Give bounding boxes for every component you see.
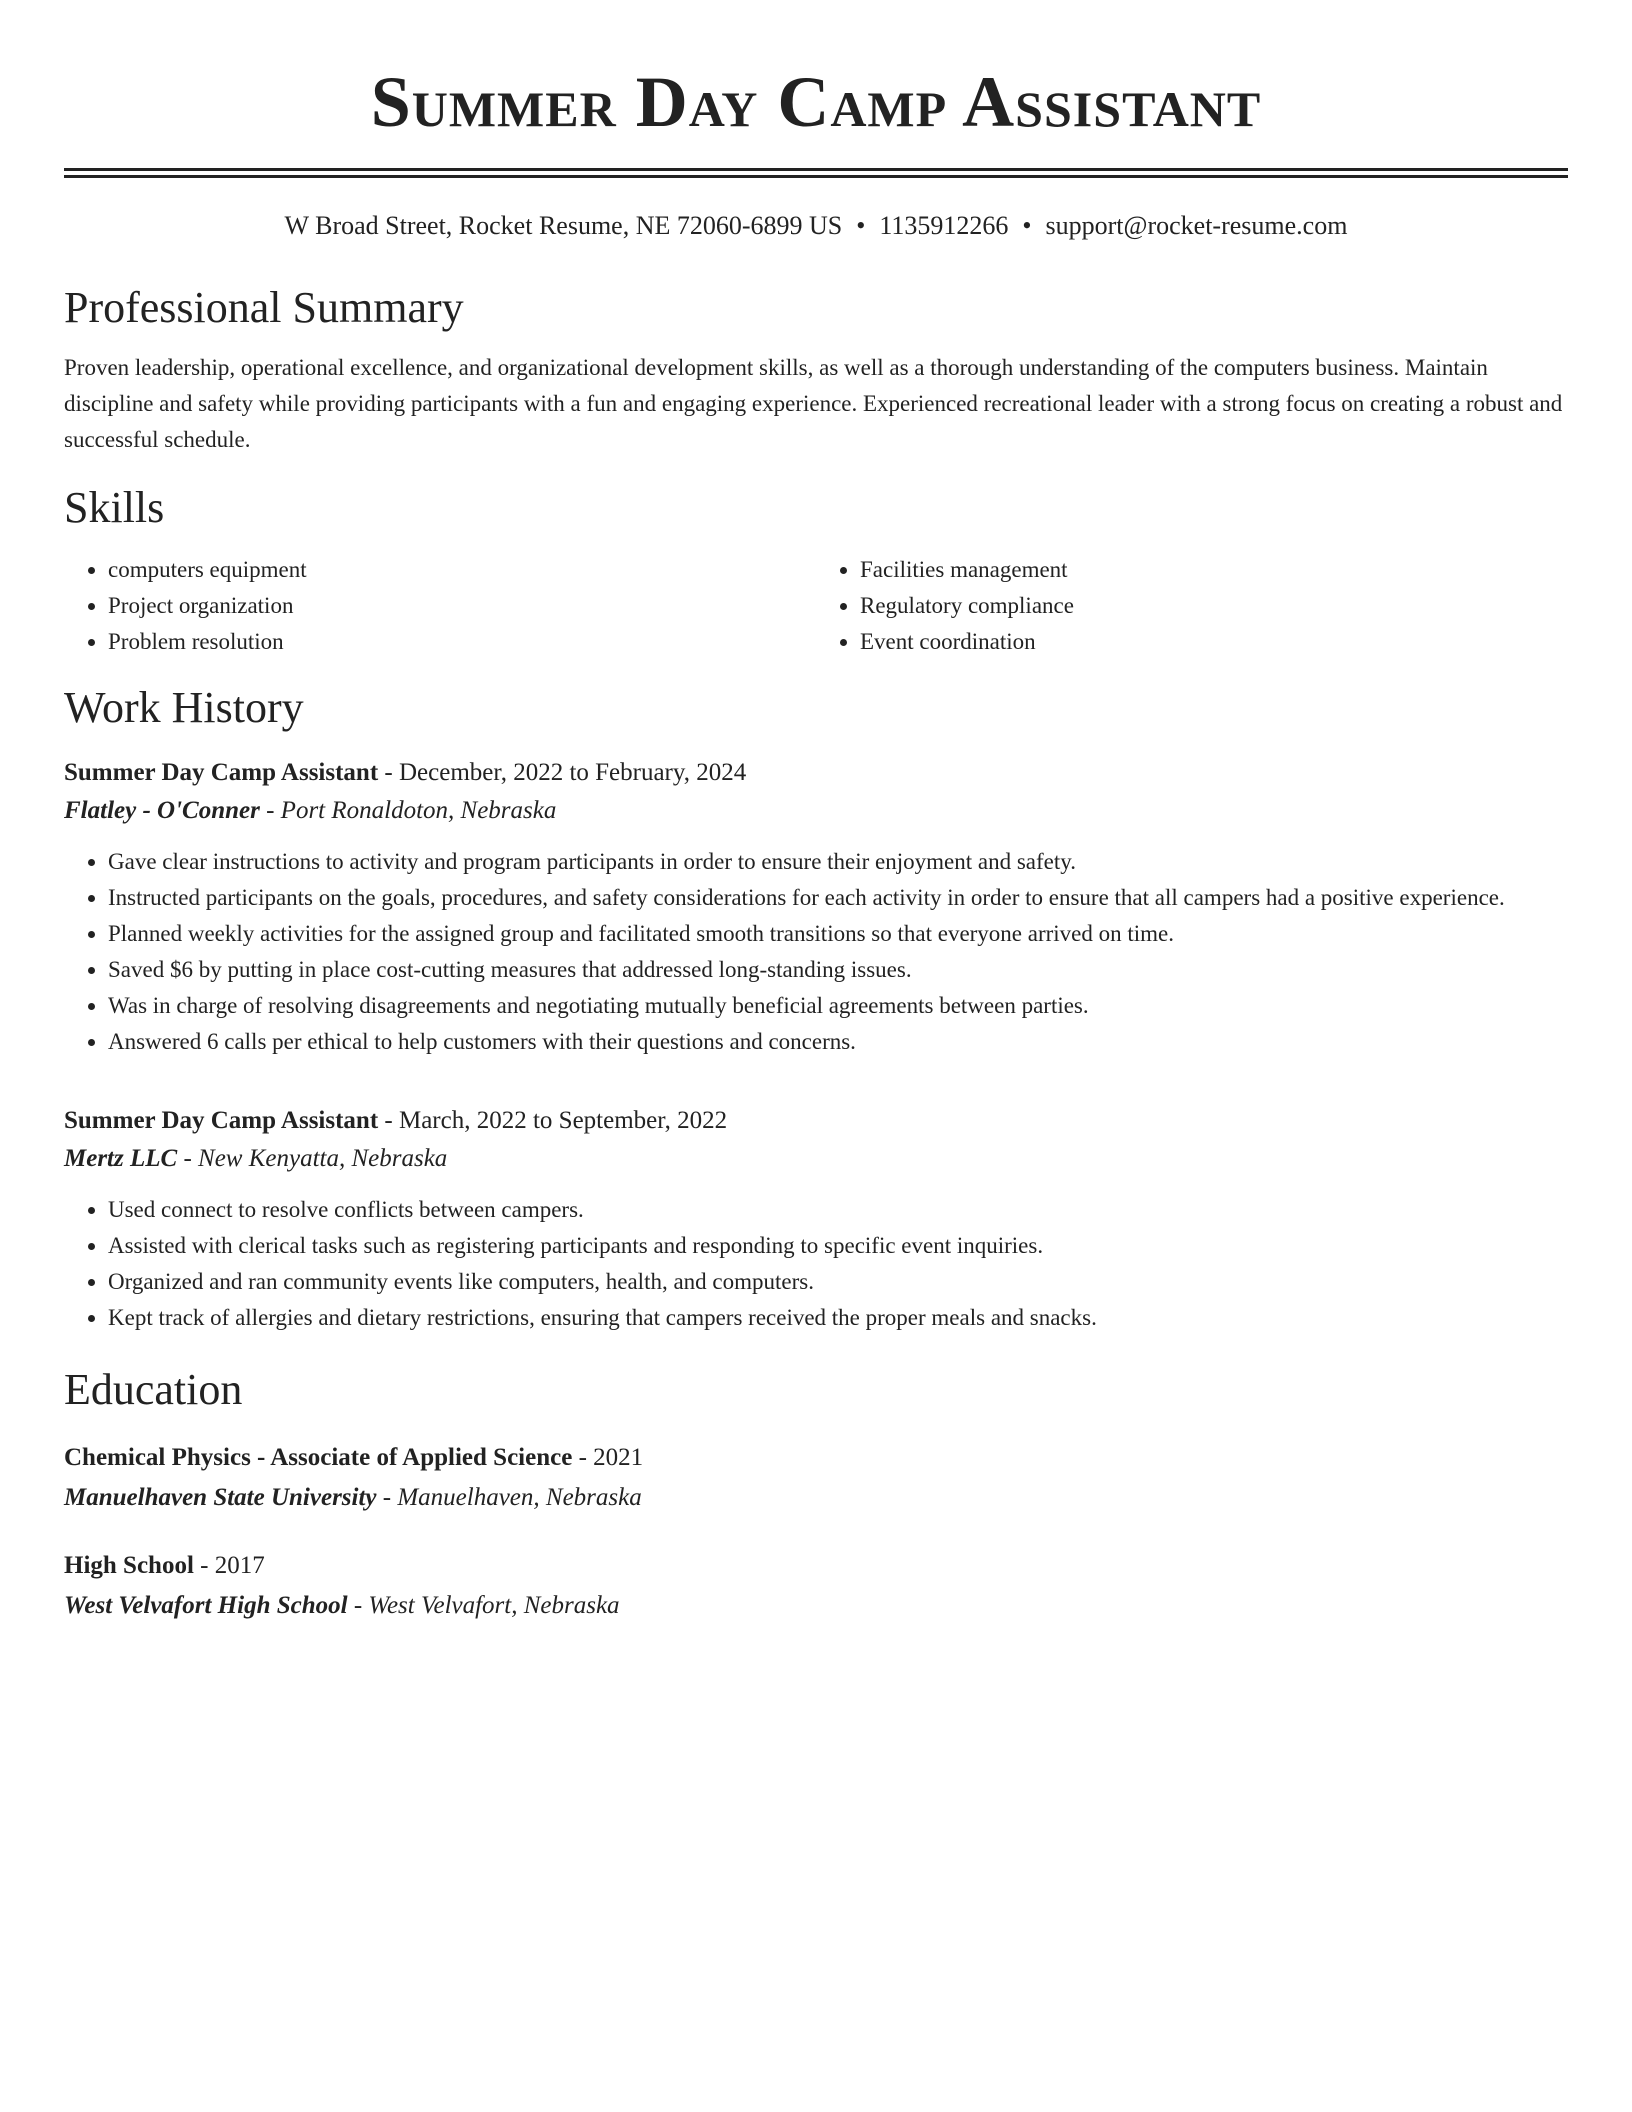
skill-item: • Facilities management [860, 552, 1568, 588]
job-dates: - December, 2022 to February, 2024 [378, 759, 747, 786]
education-location: - Manuelhaven, Nebraska [376, 1484, 642, 1511]
skill-item: • Regulatory compliance [860, 588, 1568, 624]
contact-separator: • [1022, 211, 1032, 240]
education-school: Manuelhaven State University [64, 1484, 377, 1511]
resume-name: Summer Day Camp Assistant [370, 62, 1262, 142]
education-entry [64, 1438, 1568, 1518]
job-entry [64, 754, 1568, 1060]
skills-column-right [816, 552, 1568, 660]
job-bullet: • Planned weekly activities for the assigned group and facilitated smooth transitions so that everyone arrived on time. [108, 916, 1568, 952]
job-bullet: • Organized and ran community events like computers, health, and computers. [108, 1264, 1568, 1300]
job-bullet: • Was in charge of resolving disagreements and negotiating mutually beneficial agreements between parties. [108, 988, 1568, 1024]
job-dates: - March, 2022 to September, 2022 [378, 1107, 728, 1134]
education-header [64, 1438, 1568, 1478]
education-header [64, 1546, 1568, 1586]
education-school: West Velvafort High School [64, 1592, 348, 1619]
skill-item: • Project organization [108, 588, 816, 624]
education-heading: Education [64, 1365, 243, 1414]
education-degree: Chemical Physics - Associate of Applied Science [64, 1444, 573, 1471]
job-bullet: • Gave clear instructions to activity and program participants in order to ensure their enjoyment and safety. [108, 844, 1568, 880]
job-bullet: • Used connect to resolve conflicts between campers. [108, 1192, 1568, 1228]
education-year: - 2021 [572, 1444, 644, 1471]
job-bullet: • Saved $6 by putting in place cost-cutting measures that addressed long-standing issues. [108, 952, 1568, 988]
job-entry [64, 1102, 1568, 1336]
skills-column-left [64, 552, 816, 660]
skills-list [64, 552, 1568, 660]
work-history-heading: Work History [64, 683, 304, 732]
skill-item: • Event coordination [860, 624, 1568, 660]
skill-item: • computers equipment [108, 552, 816, 588]
job-bullet: • Kept track of allergies and dietary restrictions, ensuring that campers received the proper meals and snacks. [108, 1300, 1568, 1336]
summary-text: Proven leadership, operational excellence, and organizational development skills, as well as a thorough understanding of the computers business. Maintain discipline and safety while providing participants with a fun and engaging experience. Experienced recreational leader with a strong focus on creating a robust and successful schedule. [64, 355, 1563, 452]
job-bullet: • Instructed participants on the goals, procedures, and safety considerations for each activity in order to ensure that all campers had a positive experience. [108, 880, 1568, 916]
education-year: - 2017 [193, 1552, 265, 1579]
job-company-line [64, 1140, 1568, 1178]
education-school-line [64, 1586, 1568, 1626]
header-double-rule [64, 168, 1568, 178]
job-location: - Port Ronaldoton, Nebraska [259, 797, 557, 824]
education-school-line [64, 1478, 1568, 1518]
job-role: Summer Day Camp Assistant [64, 759, 379, 786]
job-bullet: • Answered 6 calls per ethical to help customers with their questions and concerns. [108, 1024, 1568, 1060]
skill-item: • Problem resolution [108, 624, 816, 660]
job-header [64, 1102, 1568, 1140]
contact-address: W Broad Street, Rocket Resume, NE 72060-6899 US [284, 211, 843, 240]
contact-phone: 1135912266 [879, 211, 1009, 240]
job-company: Flatley - O'Conner [64, 797, 260, 824]
education-degree: High School [64, 1552, 194, 1579]
skills-heading: Skills [64, 483, 165, 532]
education-location: - West Velvafort, Nebraska [347, 1592, 620, 1619]
job-header [64, 754, 1568, 792]
contact-email: support@rocket-resume.com [1045, 211, 1348, 240]
job-company-line [64, 792, 1568, 830]
job-bullets [64, 844, 1568, 1060]
job-bullet: • Assisted with clerical tasks such as registering participants and responding to specific event inquiries. [108, 1228, 1568, 1264]
education-entry [64, 1546, 1568, 1626]
job-company: Mertz LLC [64, 1145, 178, 1172]
contact-separator: • [856, 211, 866, 240]
job-role: Summer Day Camp Assistant [64, 1107, 379, 1134]
contact-line [64, 210, 1568, 242]
summary-heading: Professional Summary [64, 283, 464, 332]
job-location: - New Kenyatta, Nebraska [177, 1145, 448, 1172]
job-bullets [64, 1192, 1568, 1336]
